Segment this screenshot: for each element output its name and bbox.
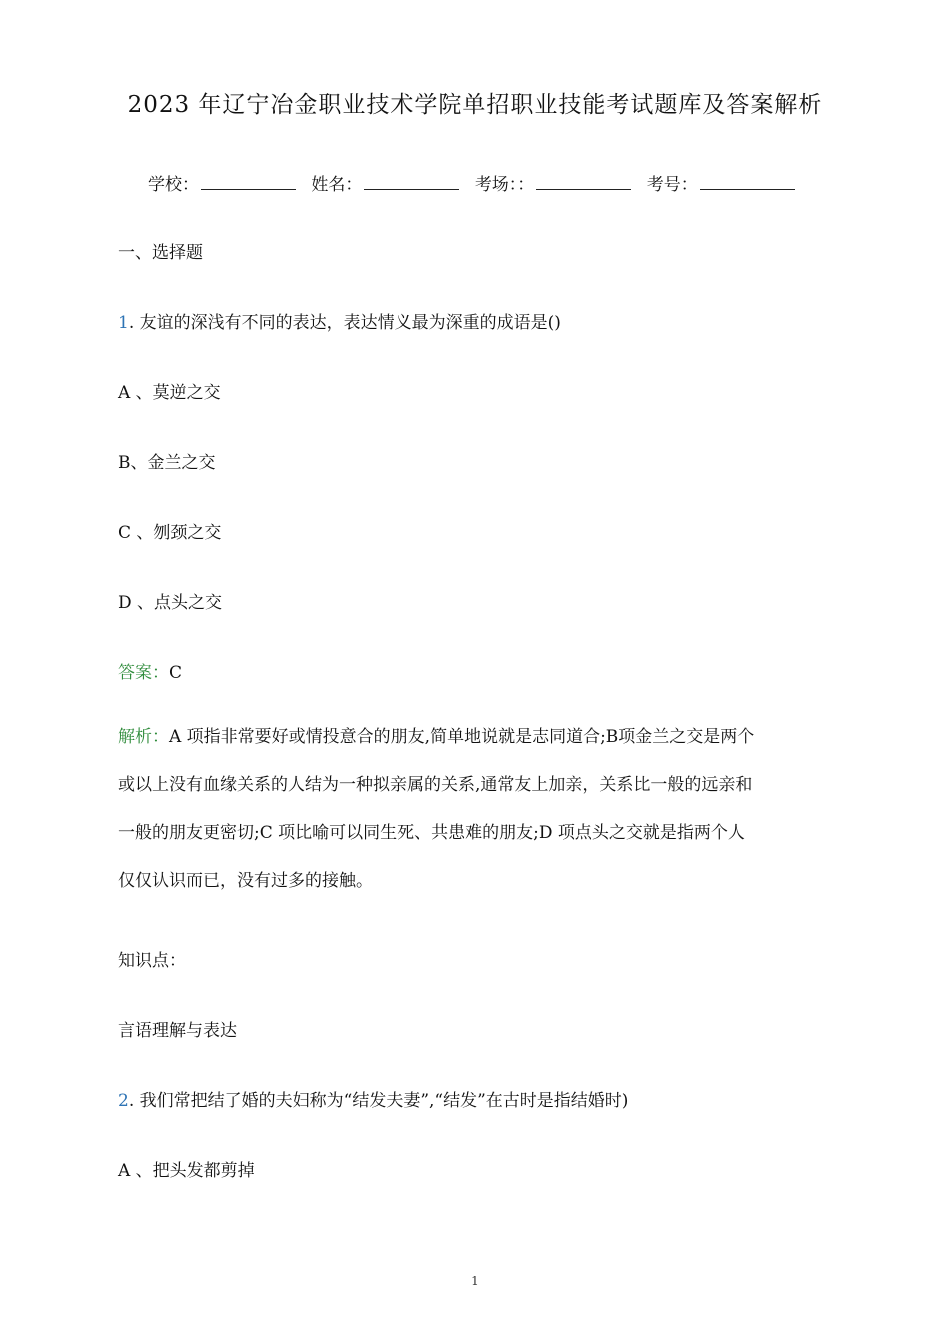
- room-label: 考场：：: [474, 175, 535, 195]
- name-blank: [364, 175, 459, 190]
- question-text: . 友谊的深浅有不同的表达，表达情义最为深重的成语是(): [128, 313, 561, 333]
- analysis-line: 或以上没有血缘关系的人结为一种拟亲属的关系,通常友上加亲，关系比一般的远亲和: [118, 775, 753, 795]
- question-2-stem: [118, 1086, 628, 1111]
- question-text: . 我们常把结了婚的夫妇称为“结发夫妻”,“结发”在古时是指结婚时): [128, 1091, 629, 1111]
- question-1-stem: [118, 308, 561, 333]
- knowledge-value: 言语理解与表达: [118, 1021, 237, 1041]
- number-blank: [700, 175, 795, 190]
- knowledge-label: 知识点：: [118, 951, 186, 971]
- school-blank: [201, 175, 296, 190]
- room-blank: [536, 175, 631, 190]
- option-c: C 、刎颈之交: [118, 523, 222, 543]
- section-heading: 一、选择题: [118, 243, 203, 263]
- page-title: 2023 年辽宁冶金职业技术学院单招职业技能考试题库及答案解析: [127, 92, 823, 118]
- analysis-line: 一般的朋友更密切;C 项比喻可以同生死、共患难的朋友;D 项点头之交就是指两个人: [118, 823, 745, 843]
- page-number: 1: [471, 1274, 479, 1288]
- analysis-line: 解析：A 项指非常要好或情投意合的朋友,简单地说就是志同道合;B项金兰之交是两个: [118, 727, 755, 747]
- analysis-paragraph: [118, 713, 834, 905]
- option-b: B、金兰之交: [118, 453, 216, 473]
- student-info-row: [148, 170, 805, 195]
- school-label: 学校：: [148, 175, 199, 195]
- option-d: D 、点头之交: [118, 593, 223, 613]
- analysis-label: 解析：: [118, 727, 169, 747]
- answer-label: 答案：: [118, 663, 169, 683]
- question-number: 2: [118, 1091, 129, 1111]
- option-a: A 、把头发都剪掉: [118, 1161, 255, 1181]
- name-label: 姓名：: [311, 175, 363, 195]
- answer-value: C: [169, 663, 183, 683]
- analysis-line: 仅仅认识而已，没有过多的接触。: [118, 871, 373, 891]
- option-a: A 、莫逆之交: [118, 383, 221, 403]
- question-number: 1: [118, 313, 129, 333]
- number-label: 考号：: [646, 175, 698, 195]
- answer-line: [118, 658, 182, 683]
